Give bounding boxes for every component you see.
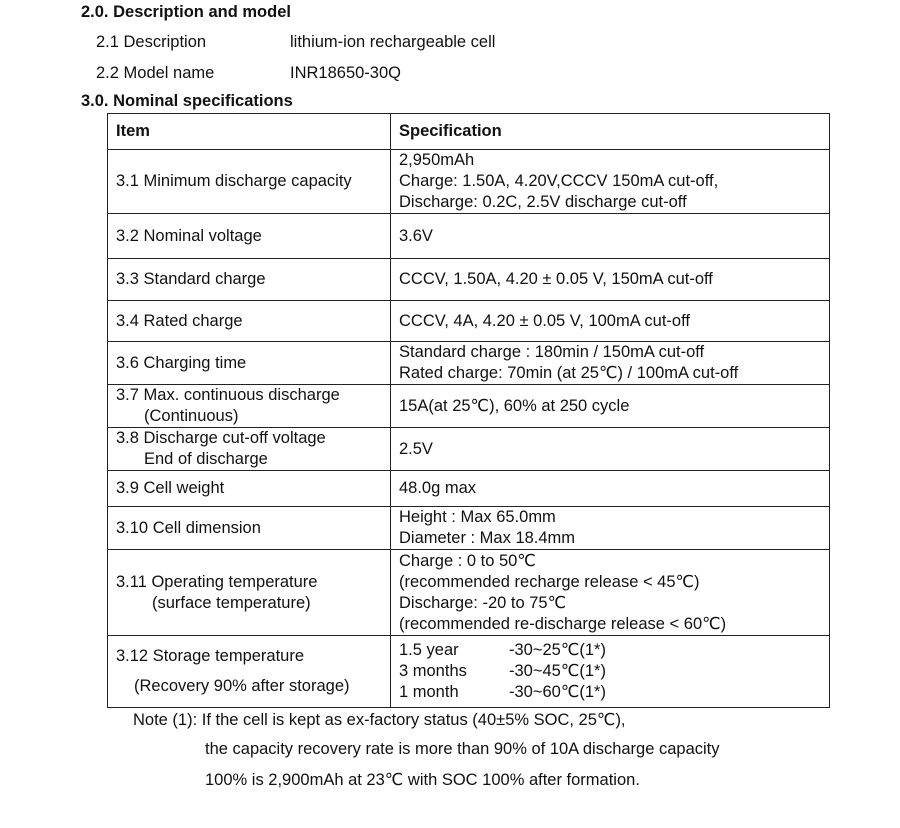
item-cell bbox=[108, 150, 391, 214]
spec-cell bbox=[391, 301, 830, 342]
spec-cell bbox=[391, 342, 830, 385]
table-row-storage bbox=[108, 636, 830, 708]
spec-text: (recommended recharge release < 45℃) bbox=[399, 572, 700, 591]
spec-text: CCCV, 1.50A, 4.20 ± 0.05 V, 150mA cut-off bbox=[399, 270, 713, 288]
table-header-row bbox=[108, 114, 830, 150]
spec-cell bbox=[391, 150, 830, 214]
item-cell bbox=[108, 428, 391, 471]
table-row bbox=[108, 342, 830, 385]
item-cell bbox=[108, 550, 391, 636]
storage-range: -30~45℃(1*) bbox=[509, 662, 606, 680]
section-3-heading: 3.0. Nominal specifications bbox=[81, 92, 293, 110]
spec-text: Charge : 0 to 50℃ bbox=[399, 551, 536, 570]
item-cell bbox=[108, 507, 391, 550]
item-text: 3.11 Operating temperature bbox=[116, 572, 318, 591]
item-text: End of discharge bbox=[144, 450, 268, 468]
item-cell bbox=[108, 301, 391, 342]
item-cell bbox=[108, 385, 391, 428]
item-text: 3.1 Minimum discharge capacity bbox=[116, 172, 352, 190]
table-row bbox=[108, 428, 830, 471]
storage-period: 3 months bbox=[399, 662, 467, 680]
spec-text: 3.6V bbox=[399, 226, 433, 245]
item-cell bbox=[108, 259, 391, 301]
item-cell bbox=[108, 471, 391, 507]
item-text: (Continuous) bbox=[144, 407, 239, 425]
storage-range: -30~60℃(1*) bbox=[509, 683, 606, 701]
spec-text: (recommended re-discharge release < 60℃) bbox=[399, 614, 727, 633]
column-header-item: Item bbox=[108, 114, 391, 150]
item-text: 3.9 Cell weight bbox=[116, 479, 225, 497]
spec-text: Height : Max 65.0mm bbox=[399, 508, 556, 526]
spec-text: Rated charge: 70min (at 25℃) / 100mA cut-off bbox=[399, 364, 739, 382]
item-text: 3.8 Discharge cut-off voltage bbox=[116, 429, 326, 447]
item-text: 3.4 Rated charge bbox=[116, 311, 243, 330]
spec-cell bbox=[391, 550, 830, 636]
description-value: lithium-ion rechargeable cell bbox=[290, 33, 496, 51]
table-row bbox=[108, 385, 830, 428]
spec-text: 2,950mAh bbox=[399, 151, 475, 169]
section-2-heading: 2.0. Description and model bbox=[81, 3, 291, 21]
spec-text: Standard charge : 180min / 150mA cut-off bbox=[399, 343, 705, 361]
spec-cell bbox=[391, 471, 830, 507]
item-cell bbox=[108, 214, 391, 259]
column-header-specification: Specification bbox=[391, 114, 830, 150]
table-row bbox=[108, 214, 830, 259]
spec-text: 48.0g max bbox=[399, 479, 477, 497]
description-label: 2.1 Description bbox=[96, 33, 207, 51]
spec-text: Discharge: -20 to 75℃ bbox=[399, 593, 567, 612]
spec-text: 15A(at 25℃), 60% at 250 cycle bbox=[399, 396, 630, 415]
storage-period: 1 month bbox=[399, 683, 459, 701]
spec-text: Diameter : Max 18.4mm bbox=[399, 529, 576, 547]
spec-text: 2.5V bbox=[399, 439, 433, 458]
storage-period: 1.5 year bbox=[399, 641, 459, 659]
spec-cell bbox=[391, 259, 830, 301]
table-row bbox=[108, 471, 830, 507]
table-row bbox=[108, 259, 830, 301]
item-cell bbox=[108, 636, 391, 708]
storage-range: -30~25℃(1*) bbox=[509, 641, 606, 659]
spec-cell bbox=[391, 385, 830, 428]
item-text: 3.12 Storage temperature bbox=[116, 647, 305, 665]
item-text: 3.10 Cell dimension bbox=[116, 518, 261, 537]
item-text: 3.7 Max. continuous discharge bbox=[116, 386, 340, 404]
spec-text: Discharge: 0.2C, 2.5V discharge cut-off bbox=[399, 193, 687, 211]
spec-text: CCCV, 4A, 4.20 ± 0.05 V, 100mA cut-off bbox=[399, 311, 690, 330]
spec-cell bbox=[391, 214, 830, 259]
spec-cell bbox=[391, 428, 830, 471]
note-line-2: the capacity recovery rate is more than 90% of 10A discharge capacity bbox=[205, 740, 720, 758]
nominal-specifications-table bbox=[107, 113, 830, 708]
model-name-value: INR18650-30Q bbox=[290, 64, 401, 82]
spec-cell bbox=[391, 507, 830, 550]
item-text: 3.2 Nominal voltage bbox=[116, 226, 262, 245]
item-cell bbox=[108, 342, 391, 385]
note-line-3: 100% is 2,900mAh at 23℃ with SOC 100% after formation. bbox=[205, 771, 640, 789]
item-text: 3.6 Charging time bbox=[116, 353, 247, 372]
item-text: (Recovery 90% after storage) bbox=[134, 677, 350, 695]
note-line-1: Note (1): If the cell is kept as ex-factory status (40±5% SOC, 25℃), bbox=[133, 711, 626, 729]
model-name-label: 2.2 Model name bbox=[96, 64, 215, 82]
table-row bbox=[108, 550, 830, 636]
spec-cell bbox=[391, 636, 830, 708]
item-text: (surface temperature) bbox=[152, 593, 311, 612]
spec-text: Charge: 1.50A, 4.20V,CCCV 150mA cut-off, bbox=[399, 172, 719, 190]
item-text: 3.3 Standard charge bbox=[116, 270, 266, 288]
table-row bbox=[108, 150, 830, 214]
table-row bbox=[108, 301, 830, 342]
table-row bbox=[108, 507, 830, 550]
